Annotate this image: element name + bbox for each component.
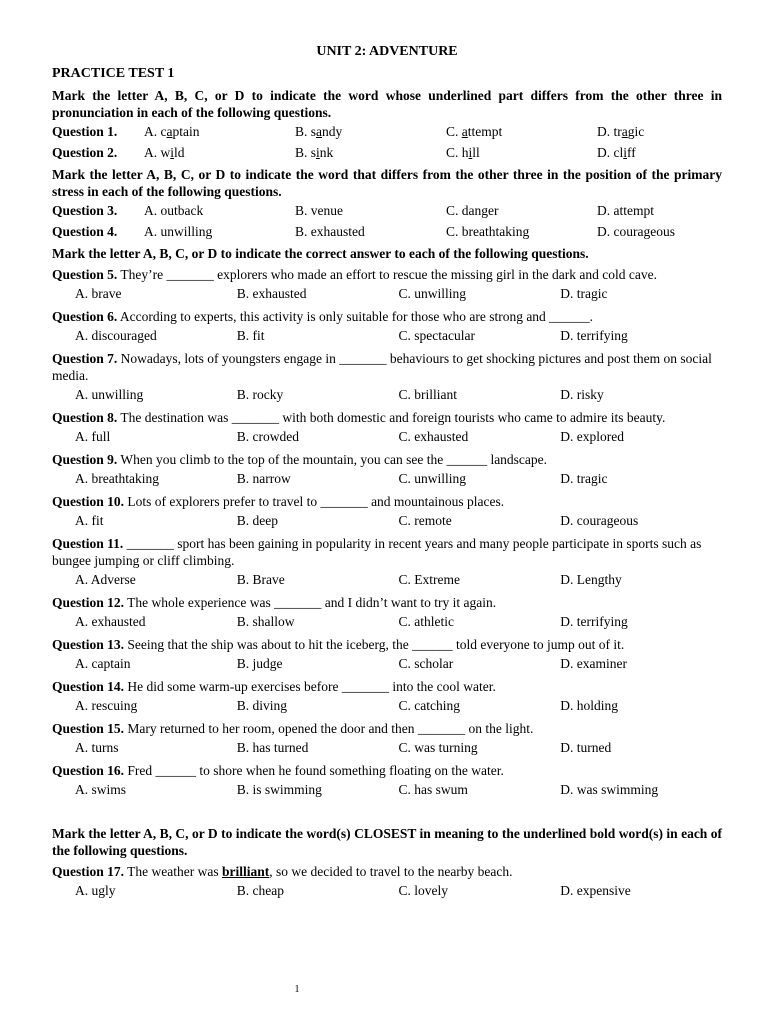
option-a[interactable]: A. full — [75, 429, 111, 444]
option-b[interactable]: B. sink — [295, 145, 334, 160]
option-b[interactable]: B. crowded — [236, 429, 299, 444]
question-label: Question 6. — [52, 309, 118, 324]
option-c[interactable]: C. Extreme — [398, 572, 460, 587]
option-c[interactable]: C. lovely — [398, 883, 448, 898]
question-label: Question 3. — [52, 203, 118, 218]
options-row — [52, 427, 722, 447]
option-b[interactable]: B. diving — [236, 698, 288, 713]
document-page — [52, 42, 722, 901]
question-label: Question 2. — [52, 145, 118, 160]
option-b[interactable]: B. judge — [236, 656, 283, 671]
question-stem: Question 9. When you climb to the top of the mountain, you can see the ______ landscape. — [52, 452, 548, 467]
question-stem: Question 15. Mary returned to her room, opened the door and then _______ on the light. — [52, 721, 534, 736]
option-c[interactable]: C. brilliant — [398, 387, 457, 402]
options-row — [52, 385, 722, 405]
option-a[interactable]: A. brave — [75, 286, 122, 301]
option-a[interactable]: A. Adverse — [75, 572, 136, 587]
option-c[interactable]: C. remote — [398, 513, 452, 528]
question-stem: Question 6. According to experts, this activity is only suitable for those who are strong and ______. — [52, 309, 594, 324]
option-b[interactable]: B. sandy — [295, 124, 343, 139]
instruction-closest-meaning: Mark the letter A, B, C, or D to indicate the word(s) CLOSEST in meaning to the underlined bold word(s) in each of the following questions. — [52, 826, 722, 858]
multiple-choice-list — [52, 266, 722, 800]
instruction-correct-answer: Mark the letter A, B, C, or D to indicate the correct answer to each of the following questions. — [52, 246, 589, 261]
option-b[interactable]: B. Brave — [236, 572, 285, 587]
option-a[interactable]: A. ugly — [75, 883, 116, 898]
practice-test-heading: PRACTICE TEST 1 — [52, 66, 175, 81]
question-stem: Question 11. _______ sport has been gaining in popularity in recent years and many people participate in sports such as bungee jumping or cliff climbing. — [52, 536, 702, 568]
question-stem: Question 16. Fred ______ to shore when he found something floating on the water. — [52, 763, 504, 778]
option-d[interactable]: D. cliff — [597, 145, 636, 160]
options-row — [52, 511, 722, 531]
question-label: Question 12. — [52, 595, 125, 610]
question-stem: Question 17. The weather was brilliant, so we decided to travel to the nearby beach. — [52, 864, 513, 879]
option-c[interactable]: C. catching — [398, 698, 460, 713]
option-b[interactable]: B. fit — [236, 328, 265, 343]
options-row — [52, 738, 722, 758]
question-label: Question 7. — [52, 351, 118, 366]
option-d[interactable]: D. terrifying — [560, 614, 628, 629]
options-row — [52, 780, 722, 800]
question-label: Question 10. — [52, 494, 125, 509]
option-c[interactable]: C. scholar — [398, 656, 454, 671]
question-label: Question 8. — [52, 410, 118, 425]
question-row — [52, 142, 722, 163]
option-c[interactable]: C. has swum — [398, 782, 468, 797]
question-row — [52, 221, 722, 242]
option-a[interactable]: A. breathtaking — [75, 471, 159, 486]
option-d[interactable]: D. examiner — [560, 656, 627, 671]
option-d[interactable]: D. explored — [560, 429, 624, 444]
option-d[interactable]: D. was swimming — [560, 782, 659, 797]
options-row — [52, 881, 722, 901]
option-b[interactable]: B. narrow — [236, 471, 291, 486]
option-d[interactable]: D. expensive — [560, 883, 631, 898]
option-a[interactable]: A. unwilling — [75, 387, 144, 402]
page-number: 1 — [294, 984, 300, 995]
option-d[interactable]: D. tragic — [560, 286, 608, 301]
option-d[interactable]: D. tragic — [597, 124, 645, 139]
question-stem: Question 8. The destination was _______ with both domestic and foreign tourists who came to admire its beauty. — [52, 410, 666, 425]
unit-title: UNIT 2: ADVENTURE — [316, 44, 458, 59]
options-row — [52, 612, 722, 632]
option-d[interactable]: D. risky — [560, 387, 604, 402]
option-a[interactable]: A. outback — [144, 203, 204, 218]
option-a[interactable]: A. captain — [75, 656, 131, 671]
question-stem: Question 10. Lots of explorers prefer to travel to _______ and mountainous places. — [52, 494, 505, 509]
option-d[interactable]: D. terrifying — [560, 328, 628, 343]
option-b[interactable]: B. deep — [236, 513, 278, 528]
question-stem: Question 14. He did some warm-up exercises before _______ into the cool water. — [52, 679, 496, 694]
option-c[interactable]: C. attempt — [446, 124, 503, 139]
option-a[interactable]: A. discouraged — [75, 328, 157, 343]
question-label: Question 5. — [52, 267, 118, 282]
question-label: Question 1. — [52, 124, 118, 139]
option-a[interactable]: A. swims — [75, 782, 127, 797]
option-c[interactable]: C. hill — [446, 145, 480, 160]
option-b[interactable]: B. is swimming — [236, 782, 322, 797]
option-a[interactable]: A. unwilling — [144, 224, 213, 239]
instruction-pronunciation: Mark the letter A, B, C, or D to indicate the word whose underlined part differs from the other three in pronunciation in each of the following questions. — [52, 88, 722, 120]
question-label: Question 11. — [52, 536, 124, 551]
option-d[interactable]: D. courageous — [560, 513, 639, 528]
option-c[interactable]: C. danger — [446, 203, 499, 218]
option-d[interactable]: D. holding — [560, 698, 619, 713]
option-d[interactable]: D. tragic — [560, 471, 608, 486]
option-a[interactable]: A. turns — [75, 740, 119, 755]
options-row — [52, 469, 722, 489]
option-c[interactable]: C. breathtaking — [446, 224, 530, 239]
option-c[interactable]: C. exhausted — [398, 429, 469, 444]
question-label: Question 9. — [52, 452, 118, 467]
option-b[interactable]: B. venue — [295, 203, 343, 218]
question-stem: Question 7. Nowadays, lots of youngsters engage in _______ behaviours to get shocking pictures and post them on social media. — [52, 351, 712, 383]
question-label: Question 13. — [52, 637, 125, 652]
options-row — [52, 654, 722, 674]
option-c[interactable]: C. spectacular — [398, 328, 475, 343]
options-row — [52, 326, 722, 346]
option-b[interactable]: B. has turned — [236, 740, 309, 755]
underlined-bold-word: brilliant — [221, 864, 270, 879]
option-a[interactable]: A. fit — [75, 513, 104, 528]
option-c[interactable]: C. athletic — [398, 614, 454, 629]
question-stem: Question 5. They’re _______ explorers who made an effort to rescue the missing girl in the dark and cold cave. — [52, 267, 657, 282]
question-label: Question 14. — [52, 679, 125, 694]
option-a[interactable]: A. rescuing — [75, 698, 138, 713]
option-b[interactable]: B. exhausted — [295, 224, 365, 239]
question-label: Question 4. — [52, 224, 118, 239]
option-b[interactable]: B. exhausted — [236, 286, 307, 301]
option-d[interactable]: D. turned — [560, 740, 612, 755]
question-stem: Question 13. Seeing that the ship was about to hit the iceberg, the ______ told everyone to jump out of it. — [52, 637, 625, 652]
question-label: Question 17. — [52, 864, 125, 879]
option-c[interactable]: C. unwilling — [398, 471, 467, 486]
option-a[interactable]: A. exhausted — [75, 614, 146, 629]
question-row — [52, 200, 722, 221]
option-a[interactable]: A. wild — [144, 145, 185, 160]
question-label: Question 16. — [52, 763, 125, 778]
option-c[interactable]: C. unwilling — [398, 286, 467, 301]
option-d[interactable]: D. courageous — [597, 224, 675, 239]
options-row — [52, 696, 722, 716]
option-b[interactable]: B. rocky — [236, 387, 284, 402]
question-label: Question 15. — [52, 721, 125, 736]
question-stem: Question 12. The whole experience was _______ and I didn’t want to try it again. — [52, 595, 497, 610]
options-row — [52, 284, 722, 304]
option-d[interactable]: D. Lengthy — [560, 572, 622, 587]
option-b[interactable]: B. shallow — [236, 614, 295, 629]
option-a[interactable]: A. captain — [144, 124, 200, 139]
instruction-stress: Mark the letter A, B, C, or D to indicate the word that differs from the other three in the position of the primary stress in each of the following questions. — [52, 167, 722, 199]
option-b[interactable]: B. cheap — [236, 883, 284, 898]
question-row — [52, 121, 722, 142]
options-row — [52, 570, 722, 590]
option-d[interactable]: D. attempt — [597, 203, 654, 218]
option-c[interactable]: C. was turning — [398, 740, 478, 755]
